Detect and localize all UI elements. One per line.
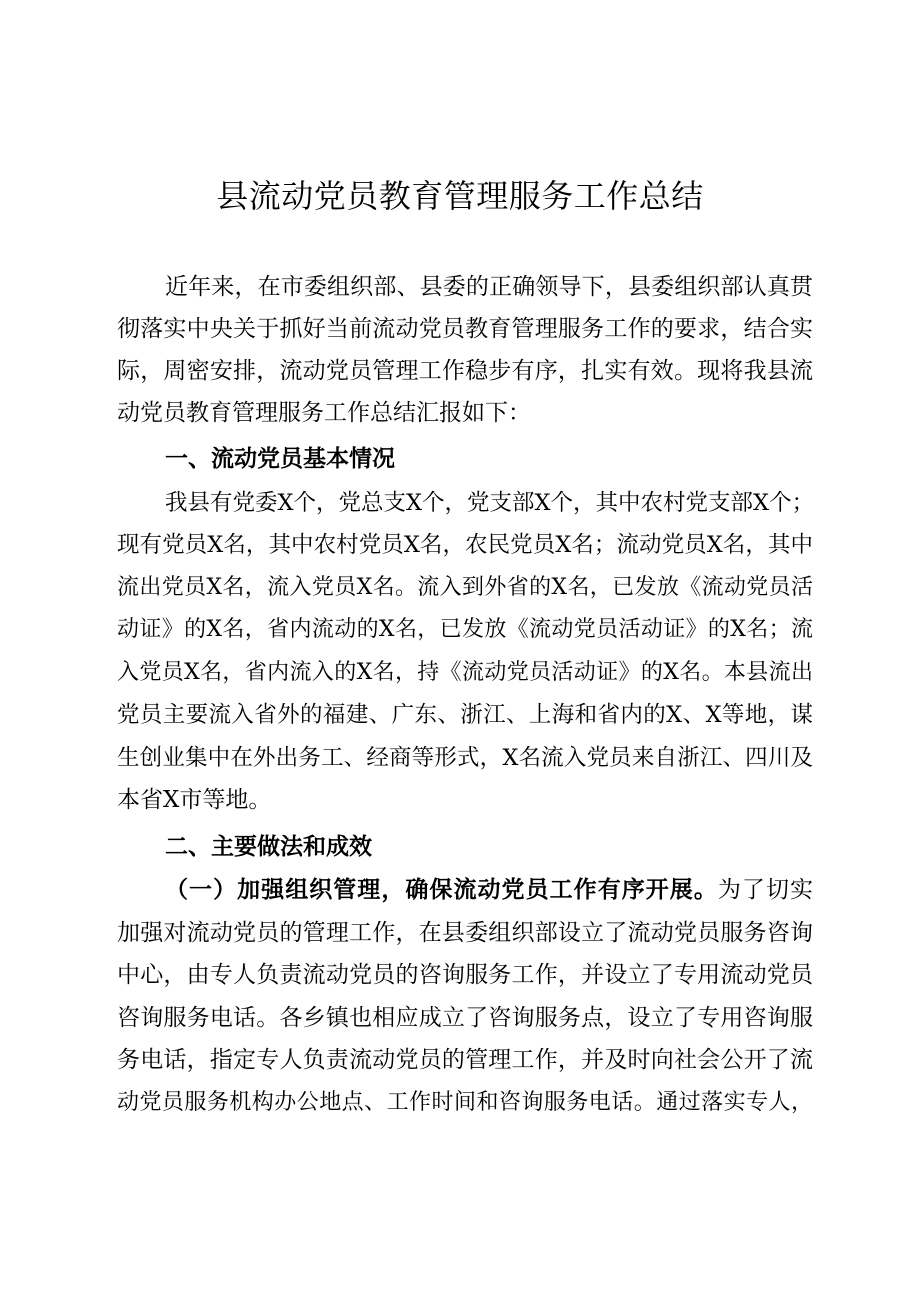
subsection-first-line bbox=[165, 869, 813, 911]
paragraph-line: 加强对流动党员的管理工作，在县委组织部设立了流动党员服务咨询 bbox=[117, 920, 813, 946]
paragraph-line: 现有党员X名，其中农村党员X名，农民党员X名；流动党员X名，其中 bbox=[117, 532, 813, 558]
paragraph-line: 动党员服务机构办公地点、工作时间和咨询服务电话。通过落实专人， bbox=[117, 1090, 813, 1115]
paragraph-line: 我县有党委X个，党总支X个，党支部X个，其中农村党支部X个； bbox=[165, 490, 815, 516]
paragraph-line: 际，周密安排，流动党员管理工作稳步有序，扎实有效。现将我县流 bbox=[117, 358, 813, 384]
paragraph-line: 中心，由专人负责流动党员的咨询服务工作，并设立了专用流动党员 bbox=[117, 962, 813, 988]
section-heading-2: 二、主要做法和成效 bbox=[165, 834, 372, 860]
paragraph-line: 动证》的X名，省内流动的X名，已发放《流动党员活动证》的X名；流 bbox=[117, 617, 813, 642]
subsection-heading-1: （一）加强组织管理，确保流动党员工作有序开展。 bbox=[165, 877, 718, 903]
paragraph-line: 彻落实中央关于抓好当前流动党员教育管理服务工作的要求，结合实 bbox=[117, 316, 813, 342]
paragraph-line: 近年来，在市委组织部、县委的正确领导下，县委组织部认真贯 bbox=[165, 274, 813, 300]
subsection-first-line-rest: 为了切实 bbox=[717, 877, 814, 903]
document-title: 县流动党员教育管理服务工作总结 bbox=[216, 177, 704, 215]
paragraph-line: 流出党员X名，流入党员X名。流入到外省的X名，已发放《流动党员活 bbox=[117, 575, 813, 600]
paragraph-line: 生创业集中在外出务工、经商等形式，X名流入党员来自浙江、四川及 bbox=[117, 745, 813, 771]
paragraph-line: 咨询服务电话。各乡镇也相应成立了咨询服务点，设立了专用咨询服 bbox=[117, 1005, 813, 1031]
paragraph-line: 党员主要流入省外的福建、广东、浙江、上海和省内的X、X等地，谋 bbox=[117, 702, 813, 728]
section-heading-1: 一、流动党员基本情况 bbox=[165, 446, 395, 472]
paragraph-line: 务电话，指定专人负责流动党员的管理工作，并及时向社会公开了流 bbox=[117, 1047, 813, 1073]
paragraph-line: 动党员教育管理服务工作总结汇报如下： bbox=[117, 400, 531, 426]
paragraph-line: 入党员X名，省内流入的X名，持《流动党员活动证》的X名。本县流出 bbox=[117, 660, 813, 685]
paragraph-line: 本省X市等地。 bbox=[117, 787, 272, 813]
